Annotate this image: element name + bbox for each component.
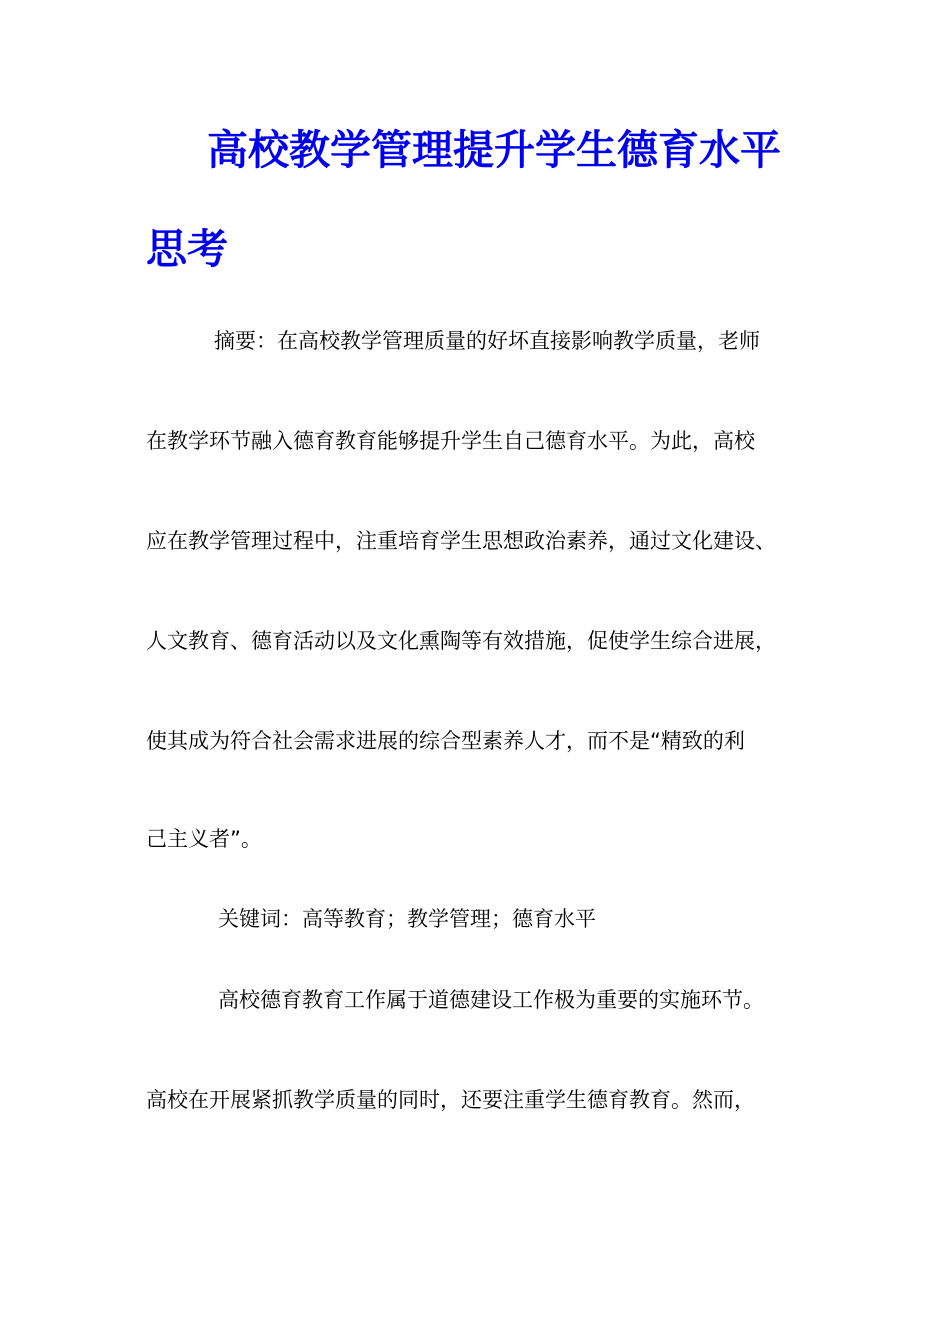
abstract-line-6: 己主义者”。 <box>146 827 262 851</box>
abstract-line-1: 摘要：在高校教学管理质量的好坏直接影响教学质量，老师 <box>214 329 760 353</box>
abstract-line-5: 使其成为符合社会需求进展的综合型素养人才，而不是“精致的利 <box>146 729 745 753</box>
abstract-line-4: 人文教育、德育活动以及文化熏陶等有效措施，促使学生综合进展， <box>146 629 776 653</box>
keywords-line: 关键词：高等教育；教学管理；德育水平 <box>218 907 596 931</box>
body-line-1: 高校德育教育工作属于道德建设工作极为重要的实施环节。 <box>218 988 764 1012</box>
document-title-line-2: 思考 <box>146 225 228 273</box>
document-title-line-1: 高校教学管理提升学生德育水平 <box>207 126 781 174</box>
abstract-line-3: 应在教学管理过程中，注重培育学生思想政治素养，通过文化建设、 <box>146 529 776 553</box>
body-line-2: 高校在开展紧抓教学质量的同时，还要注重学生德育教育。然而， <box>146 1088 755 1112</box>
abstract-line-2: 在教学环节融入德育教育能够提升学生自己德育水平。为此，高校 <box>146 429 755 453</box>
